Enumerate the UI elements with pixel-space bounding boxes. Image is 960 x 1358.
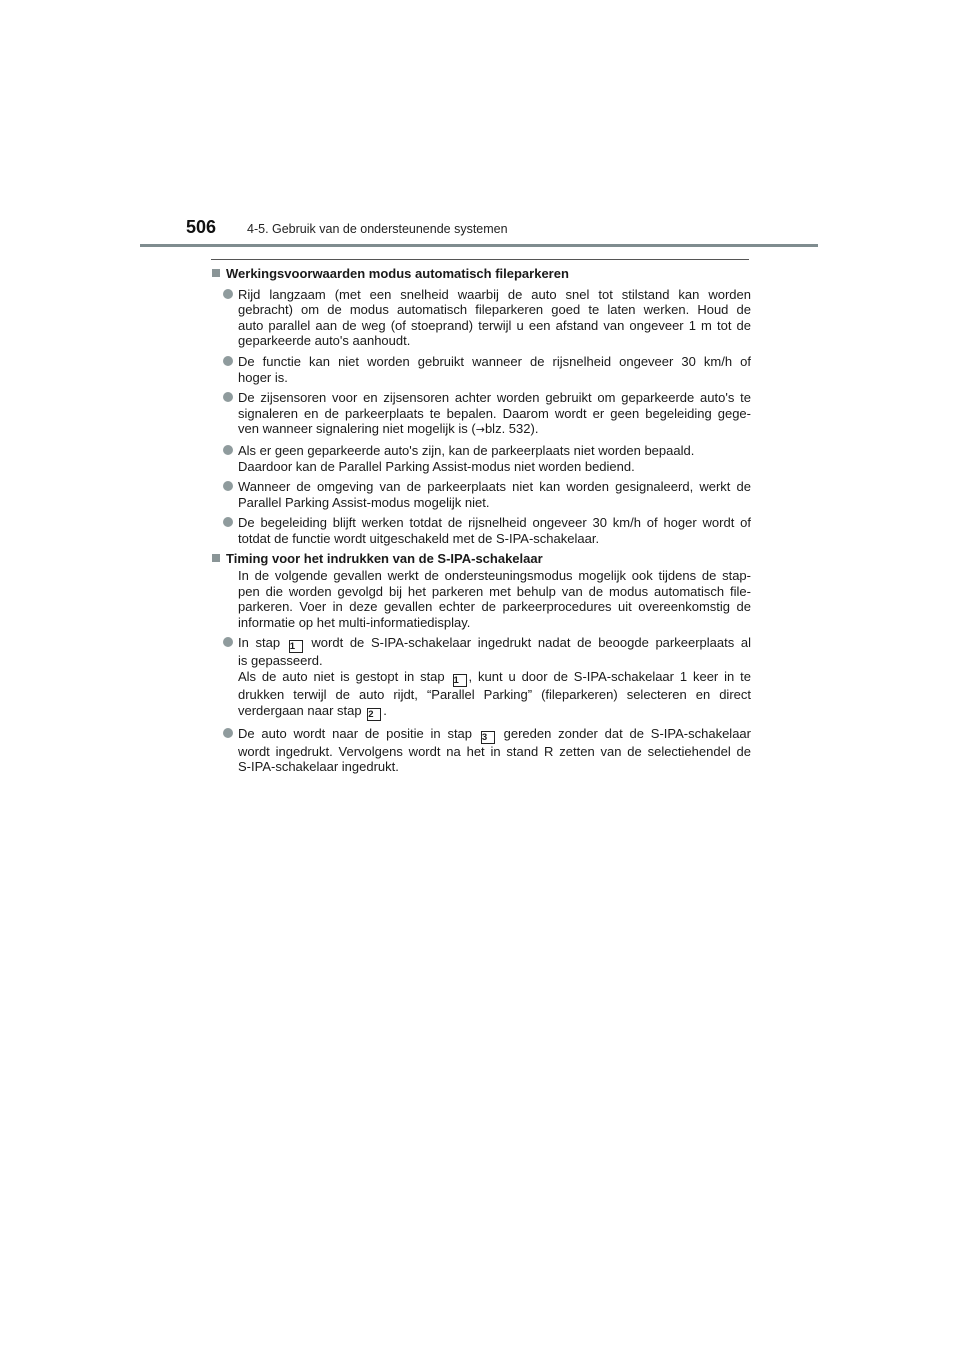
arrow-right-icon: → xyxy=(475,423,485,437)
text-fragment: De auto wordt naar de positie in stap xyxy=(238,725,473,741)
text-fragment: gereden zonder dat de S-IPA-schakelaar xyxy=(503,725,751,741)
page-content xyxy=(211,266,751,775)
text-line: Rijd langzaam (met een snelheid waarbij de auto snel tot stilstand kan worden xyxy=(238,286,751,302)
round-bullet-icon xyxy=(223,356,233,366)
square-bullet-icon xyxy=(212,269,220,277)
text-line: hoger is. xyxy=(238,369,288,385)
running-header: 4-5. Gebruik van de ondersteunende systemen xyxy=(247,222,508,236)
list-item xyxy=(211,354,751,385)
text-line: auto parallel aan de weg (of stoeprand) terwijl u een afstand van ongeveer 1 m tot de xyxy=(238,317,751,333)
list-item xyxy=(211,515,751,546)
round-bullet-icon xyxy=(223,637,233,647)
text-line: is gepasseerd. xyxy=(238,653,323,669)
text-line: In de volgende gevallen werkt de ondersteuningsmodus mogelijk ook tijdens de stap- xyxy=(238,568,751,584)
text-line xyxy=(238,635,751,653)
text-fragment: In stap xyxy=(238,635,281,651)
step-number-badge: 1 xyxy=(453,674,467,687)
text-fragment: verdergaan naar stap xyxy=(238,702,362,718)
step-number-badge: 2 xyxy=(367,708,381,721)
text-line: Als er geen geparkeerde auto's zijn, kan de parkeerplaats niet worden bepaald. xyxy=(238,442,695,458)
round-bullet-icon xyxy=(223,728,233,738)
text-line xyxy=(238,703,751,721)
section-heading-text: Timing voor het indrukken van de S-IPA-schakelaar xyxy=(226,550,543,566)
square-bullet-icon xyxy=(212,554,220,562)
text-line: gebracht) om de modus automatisch fileparkeren goed te laten werken. Houd de xyxy=(238,302,751,318)
list-item xyxy=(211,390,751,438)
section-rule xyxy=(211,259,749,260)
step-number-badge: 3 xyxy=(481,731,495,744)
header-rule xyxy=(140,244,818,247)
section-heading xyxy=(211,551,751,567)
round-bullet-icon xyxy=(223,517,233,527)
text-line: geparkeerde auto's aanhoudt. xyxy=(238,333,411,349)
text-line: De begeleiding blijft werken totdat de rijsnelheid ongeveer 30 km/h of hoger wordt of xyxy=(238,515,751,531)
list-item xyxy=(211,443,751,474)
page-reference-link[interactable]: blz. 532). xyxy=(484,421,539,437)
text-fragment: wordt de S-IPA-schakelaar ingedrukt nadat de beoogde parkeerplaats al xyxy=(311,635,751,651)
text-line: drukken terwijl de auto rijdt, “Parallel Parking” (fileparkeren) selecteren en direct xyxy=(238,687,751,703)
text-line: wordt ingedrukt. Vervolgens wordt na het in stand R zetten van de selectiehendel de xyxy=(238,743,751,759)
text-line xyxy=(238,726,751,744)
text-line: De functie kan niet worden gebruikt wanneer de rijsnelheid ongeveer 30 km/h of xyxy=(238,353,751,369)
text-fragment: ven wanneer signalering niet mogelijk is ( xyxy=(238,421,476,437)
text-line: informatie op het multi-informatiedisplay. xyxy=(238,614,471,630)
text-line: S-IPA-schakelaar ingedrukt. xyxy=(238,759,399,775)
text-fragment: . xyxy=(383,702,387,718)
round-bullet-icon xyxy=(223,481,233,491)
list-item xyxy=(211,726,751,775)
text-line: Wanneer de omgeving van de parkeerplaats niet kan worden gesignaleerd, werkt de xyxy=(238,479,751,495)
section-heading xyxy=(211,266,751,282)
text-line: De zijsensoren voor en zijsensoren achter worden gebruikt om geparkeerde auto's te xyxy=(238,390,751,406)
text-line xyxy=(238,421,751,438)
list-item xyxy=(211,635,751,720)
round-bullet-icon xyxy=(223,445,233,455)
section-operating-conditions xyxy=(211,266,751,547)
text-line: signaleren en de parkeerplaats te bepalen. Daarom wordt er geen begeleiding gege- xyxy=(238,405,751,421)
text-fragment: , kunt u door de S-IPA-schakelaar 1 keer in te xyxy=(468,669,751,685)
text-line: totdat de functie wordt uitgeschakeld met de S-IPA-schakelaar. xyxy=(238,530,600,546)
text-line xyxy=(238,669,751,687)
text-fragment: Als de auto niet is gestopt in stap xyxy=(238,669,445,685)
text-line: parkeren. Voer in deze gevallen echter de parkeerprocedures uit overeenkomstig de xyxy=(238,599,751,615)
page-number: 506 xyxy=(186,217,217,237)
step-number-badge: 1 xyxy=(289,640,303,653)
list-item xyxy=(211,479,751,510)
round-bullet-icon xyxy=(223,289,233,299)
section-intro xyxy=(238,568,751,630)
text-line: Daardoor kan de Parallel Parking Assist-modus niet worden bediend. xyxy=(238,458,635,474)
text-line: pen die worden gevolgd bij het parkeren met behulp van de modus automatisch file- xyxy=(238,583,751,599)
text-line: Parallel Parking Assist-modus mogelijk niet. xyxy=(238,494,490,510)
section-heading-text: Werkingsvoorwaarden modus automatisch fileparkeren xyxy=(226,266,569,281)
section-switch-timing xyxy=(211,551,751,775)
list-item xyxy=(211,287,751,349)
round-bullet-icon xyxy=(223,392,233,402)
